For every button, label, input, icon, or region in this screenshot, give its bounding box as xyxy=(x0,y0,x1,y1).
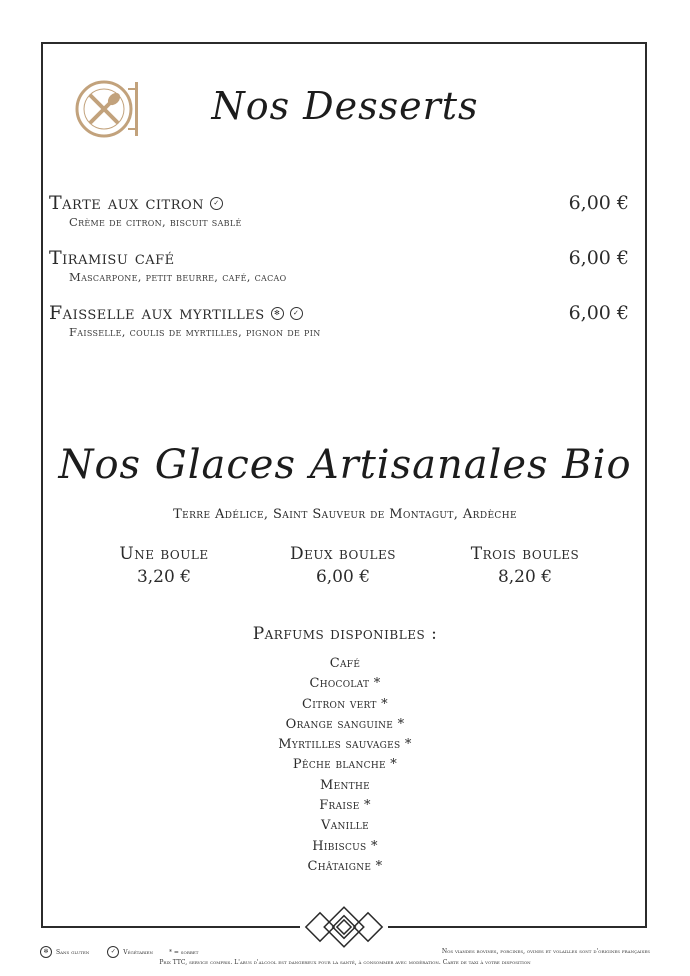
dessert-name: Tiramisu café xyxy=(49,247,175,269)
flavor-item: Châtaigne * xyxy=(307,858,383,874)
flavor-item: Fraise * xyxy=(319,798,371,814)
flavor-item: Citron vert * xyxy=(302,696,388,712)
size-price: 8,20 € xyxy=(497,567,553,587)
gluten-free-icon: ✻ xyxy=(271,307,284,320)
glaces-title: Nos Glaces Artisanales Bio xyxy=(58,442,632,488)
flavor-item: Orange sanguine * xyxy=(285,716,405,732)
vegetarian-icon: ✓ xyxy=(290,307,303,320)
vegetarian-icon: ✓ xyxy=(107,946,119,958)
legal-note: Prix TTC, service compris. L'abus d'alcool est dangereux pour la santé, à consommer avec modération. Carte de taxi à votre disposition xyxy=(159,959,531,966)
dessert-description: Mascarpone, petit beurre, café, cacao xyxy=(69,270,287,284)
legend-vege: Végétarien xyxy=(123,948,153,956)
dessert-name: Tarte aux citron xyxy=(49,192,205,214)
size-price: 6,00 € xyxy=(315,567,371,587)
vegetarian-icon: ✓ xyxy=(210,197,223,210)
footer-legend xyxy=(40,946,198,958)
size-one xyxy=(64,544,264,587)
dessert-description: Faisselle, coulis de myrtilles, pignon de pin xyxy=(69,325,321,339)
flavor-item: Pêche blanche * xyxy=(292,757,398,773)
size-label: Trois boules xyxy=(470,544,580,564)
meat-origin-note: Nos viandes bovines, porcines, ovines et volailles sont d'origines françaises xyxy=(441,948,650,955)
flavor-item: Chocolat * xyxy=(309,676,381,692)
dessert-price: 6,00 € xyxy=(568,192,629,214)
legend-gluten: Sans gluten xyxy=(56,948,90,956)
dessert-item xyxy=(49,192,629,229)
size-price: 3,20 € xyxy=(136,567,192,587)
size-two xyxy=(243,544,443,587)
parfums-title: Parfums disponibles : xyxy=(252,624,438,644)
dessert-description: Crème de citron, biscuit sablé xyxy=(69,215,242,229)
size-label: Deux boules xyxy=(290,544,396,564)
dessert-price: 6,00 € xyxy=(568,247,629,269)
size-three xyxy=(425,544,625,587)
flavor-item: Café xyxy=(329,656,361,671)
size-label: Une boule xyxy=(119,544,209,564)
flavor-item: Myrtilles sauvages * xyxy=(278,737,412,753)
dessert-item xyxy=(49,302,629,339)
dessert-item xyxy=(49,247,629,284)
diamond-ornament-icon xyxy=(300,904,388,950)
gluten-free-icon: ✻ xyxy=(40,946,52,958)
flavor-item: Menthe xyxy=(320,777,370,793)
dessert-name-row xyxy=(49,247,629,269)
dessert-name: Faisselle aux myrtilles xyxy=(49,302,265,324)
desserts-title: Nos Desserts xyxy=(211,84,479,128)
legend-sorbet: * = sorbet xyxy=(168,948,199,956)
flavor-item: Hibiscus * xyxy=(312,838,378,854)
dessert-name-row xyxy=(49,302,629,324)
flavor-item: Vanille xyxy=(321,818,369,834)
flavor-list xyxy=(0,654,690,877)
glaces-subtitle: Terre Adélice, Saint Sauveur de Montagut, Ardèche xyxy=(173,507,517,522)
dessert-price: 6,00 € xyxy=(568,302,629,324)
dessert-name-row xyxy=(49,192,629,214)
